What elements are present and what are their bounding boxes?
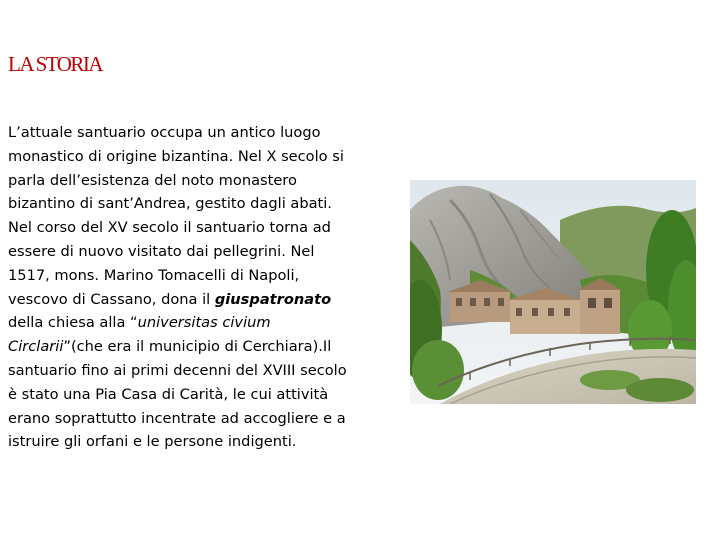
slide-title: LA STORIA bbox=[8, 52, 103, 76]
paragraph-text-part2: della chiesa alla “ bbox=[8, 314, 138, 332]
sanctuary-photo bbox=[410, 180, 696, 404]
body-paragraph bbox=[8, 121, 360, 454]
paragraph-emphasis-universitas: universitas civium Circlarii bbox=[8, 314, 271, 356]
paragraph-text-part3: ”(che era il municipio di Cerchiara).Il santuario fino ai primi decenni del XVIII secolo è stato una Pia Casa di Carità, le cui attività erano soprattutto incentrate ad accogliere e a istruire gli orfani e le persone indigenti. bbox=[8, 338, 347, 451]
paragraph-emphasis-giuspatronato: giuspatronato bbox=[214, 290, 332, 308]
paragraph-text-part1: L’attuale santuario occupa un antico luogo monastico di origine bizantina. Nel X secolo si parla dell’esistenza del noto monastero bizantino di sant’Andrea, gestito dagli abati. Nel corso del XV secolo il santuario torna ad essere di nuovo visitato dai pellegrini. Nel 1517, mons. Marino Tomacelli di Napoli, vescovo di Cassano, dona il bbox=[8, 124, 344, 308]
sanctuary-photo-illustration bbox=[410, 180, 696, 404]
